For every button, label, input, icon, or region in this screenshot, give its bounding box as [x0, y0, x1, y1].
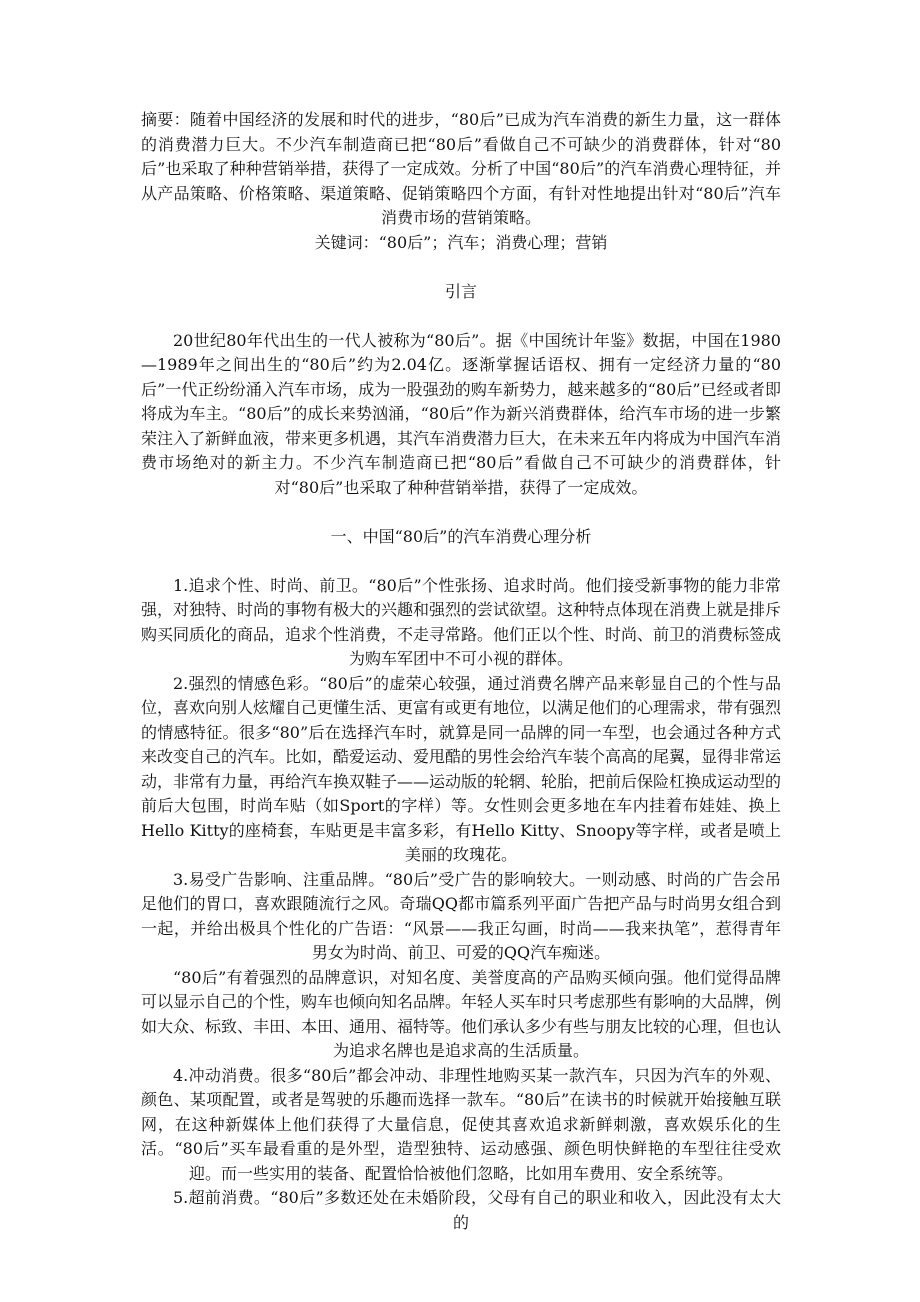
document-page [141, 108, 781, 1235]
abstract-text: 摘要：随着中国经济的发展和时代的进步，“80后”已成为汽车消费的新生力量，这一群体的消费潜力巨大。不少汽车制造商已把“80后”看做自己不可缺少的消费群体，针对“80后”也采取了种种营销举措，获得了一定成效。分析了中国“80后”的汽车消费心理特征，并从产品策略、价格策略、渠道策略、促销策略四个方面，有针对性地提出针对“80后”汽车消费市场的营销策略。 [141, 110, 781, 227]
intro-paragraph: 20世纪80年代出生的一代人被称为“80后”。据《中国统计年鉴》数据，中国在1980—1989年之间出生的“80后”约为2.04亿。逐渐掌握话语权、拥有一定经济力量的“80后”一代正纷纷涌入汽车市场，成为一股强劲的购车新势力，越来越多的“80后”已经或者即将成为车主。“80后”的成长来势汹涌，“80后”作为新兴消费群体，给汽车市场的进一步繁荣注入了新鲜血液，带来更多机遇，其汽车消费潜力巨大，在未来五年内将成为中国汽车消费市场绝对的新主力。不少汽车制造商已把“80后”看做自己不可缺少的消费群体，针对“80后”也采取了种种营销举措，获得了一定成效。 [141, 330, 782, 497]
spacer [141, 550, 781, 574]
section1-paragraph-2: 2.强烈的情感色彩。“80后”的虚荣心较强，通过消费名牌产品来彰显自己的个性与品位，喜欢向别人炫耀自己更懂生活、更富有或更有地位，以满足他们的心理需求，带有强烈的情感特征。很多“80”后在选择汽车时，就算是同一品牌的同一车型，也会通过各种方式来改变自己的汽车。比如，酷爱运动、爱甩酷的男性会给汽车装个高高的尾翼，显得非常运动，非常有力量，再给汽车换双鞋子——运动版的轮辋、轮胎，把前后保险杠换成运动型的前后大包围，时尚车贴（如Sport的字样）等。女性则会更多地在车内挂着布娃娃、换上Hello Kitty的座椅套，车贴更是丰富多彩，有Hello Kitty、Snoopy等字样，或者是喷上美丽的玫瑰花。 [141, 673, 782, 864]
section1-paragraph-4: “80后”有着强烈的品牌意识，对知名度、美誉度高的产品购买倾向强。他们觉得品牌可以显示自己的个性，购车也倾向知名品牌。年轻人买车时只考虑那些有影响的大品牌，例如大众、标致、丰田、本田、通用、福特等。他们承认多少有些与朋友比较的心理，但也认为追求名牌也是追求高的生活质量。 [141, 967, 782, 1060]
section1-paragraph-6: 5.超前消费。“80后”多数还处在未婚阶段，父母有自己的职业和收入，因此没有太大的 [173, 1188, 781, 1232]
keywords-line: 关键词：“80后”；汽车；消费心理；营销 [314, 232, 608, 252]
spacer [141, 255, 781, 280]
intro-heading: 引言 [444, 282, 477, 301]
section1-paragraph-5: 4.冲动消费。很多“80后”都会冲动、非理性地购买某一款汽车，只因为汽车的外观、颜色、某项配置，或者是驾驶的乐趣而选择一款车。“80后”在读书的时候就开始接触互联网，在这种新媒体上他们获得了大量信息，促使其喜欢追求新鲜刺激，喜欢娱乐化的生活。“80后”买车最看重的是外型，造型独特、运动感强、颜色明快鲜艳的车型往往受欢迎。而一些实用的装备、配置恰恰被他们忽略，比如用车费用、安全系统等。 [141, 1065, 781, 1183]
spacer [141, 500, 781, 525]
section1-paragraph-1: 1.追求个性、时尚、前卫。“80后”个性张扬、追求时尚。他们接受新事物的能力非常强，对独特、时尚的事物有极大的兴趣和强烈的尝试欲望。这种特点体现在消费上就是排斥购买同质化的商品，追求个性消费，不走寻常路。他们正以个性、时尚、前卫的消费标签成为购车军团中不可小视的群体。 [141, 575, 782, 668]
spacer [141, 305, 781, 329]
section1-paragraph-3: 3.易受广告影响、注重品牌。“80后”受广告的影响较大。一则动感、时尚的广告会吊足他们的胃口，喜欢跟随流行之风。奇瑞QQ都市篇系列平面广告把产品与时尚男女组合到一起，并给出极具个性化的广告语：“风景——我正勾画，时尚——我来执笔”，惹得青年男女为时尚、前卫、可爱的QQ汽车痴迷。 [141, 869, 781, 962]
section1-heading: 一、中国“80后”的汽车消费心理分析 [330, 527, 592, 546]
